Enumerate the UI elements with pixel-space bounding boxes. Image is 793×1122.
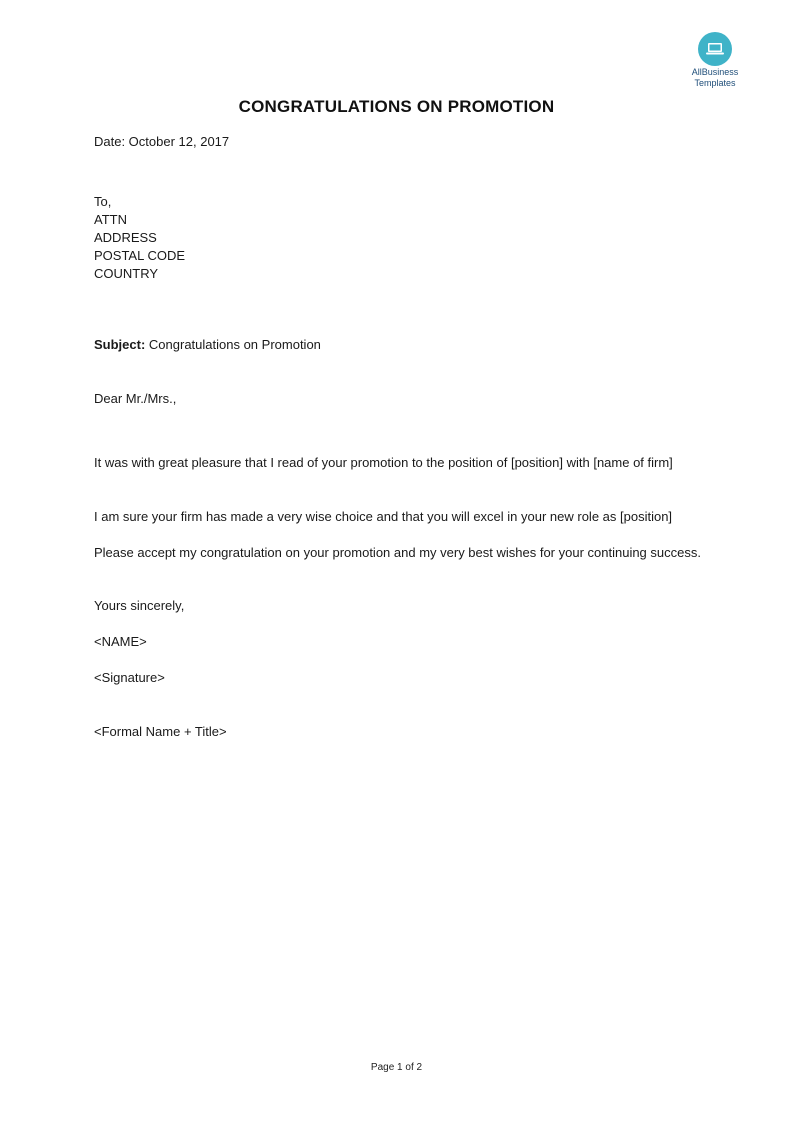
subject-line [94, 336, 321, 354]
recipient-country: COUNTRY [94, 266, 159, 281]
recipient-attn: ATTN [94, 212, 127, 227]
salutation: Dear Mr./Mrs., [94, 391, 177, 406]
allbusiness-logo [683, 32, 747, 88]
subject-text: Congratulations on Promotion [145, 337, 321, 352]
logo-text-line2: Templates [694, 78, 736, 88]
letter-date: Date: October 12, 2017 [94, 134, 230, 149]
subject-label: Subject: [94, 337, 146, 352]
recipient-to: To, [94, 194, 112, 209]
body-paragraph-3: Please accept my congratulation on your promotion and my very best wishes for your continuing success. [94, 545, 701, 560]
recipient-address: ADDRESS [94, 230, 157, 245]
body-paragraph-2: I am sure your firm has made a very wise choice and that you will excel in your new role as [position] [94, 509, 673, 524]
recipient-postal-code: POSTAL CODE [94, 248, 186, 263]
laptop-icon [698, 32, 732, 66]
page-number: Page 1 of 2 [370, 1062, 423, 1073]
signature-placeholder: <Signature> [94, 670, 165, 685]
formal-name-title: <Formal Name + Title> [94, 724, 227, 739]
logo-text-line1: AllBusiness [691, 67, 739, 77]
document-title: CONGRATULATIONS ON PROMOTION [238, 97, 555, 116]
sender-name: <NAME> [94, 634, 147, 649]
body-paragraph-1: It was with great pleasure that I read of your promotion to the position of [position] with [name of firm] [94, 455, 673, 470]
closing: Yours sincerely, [94, 598, 185, 613]
